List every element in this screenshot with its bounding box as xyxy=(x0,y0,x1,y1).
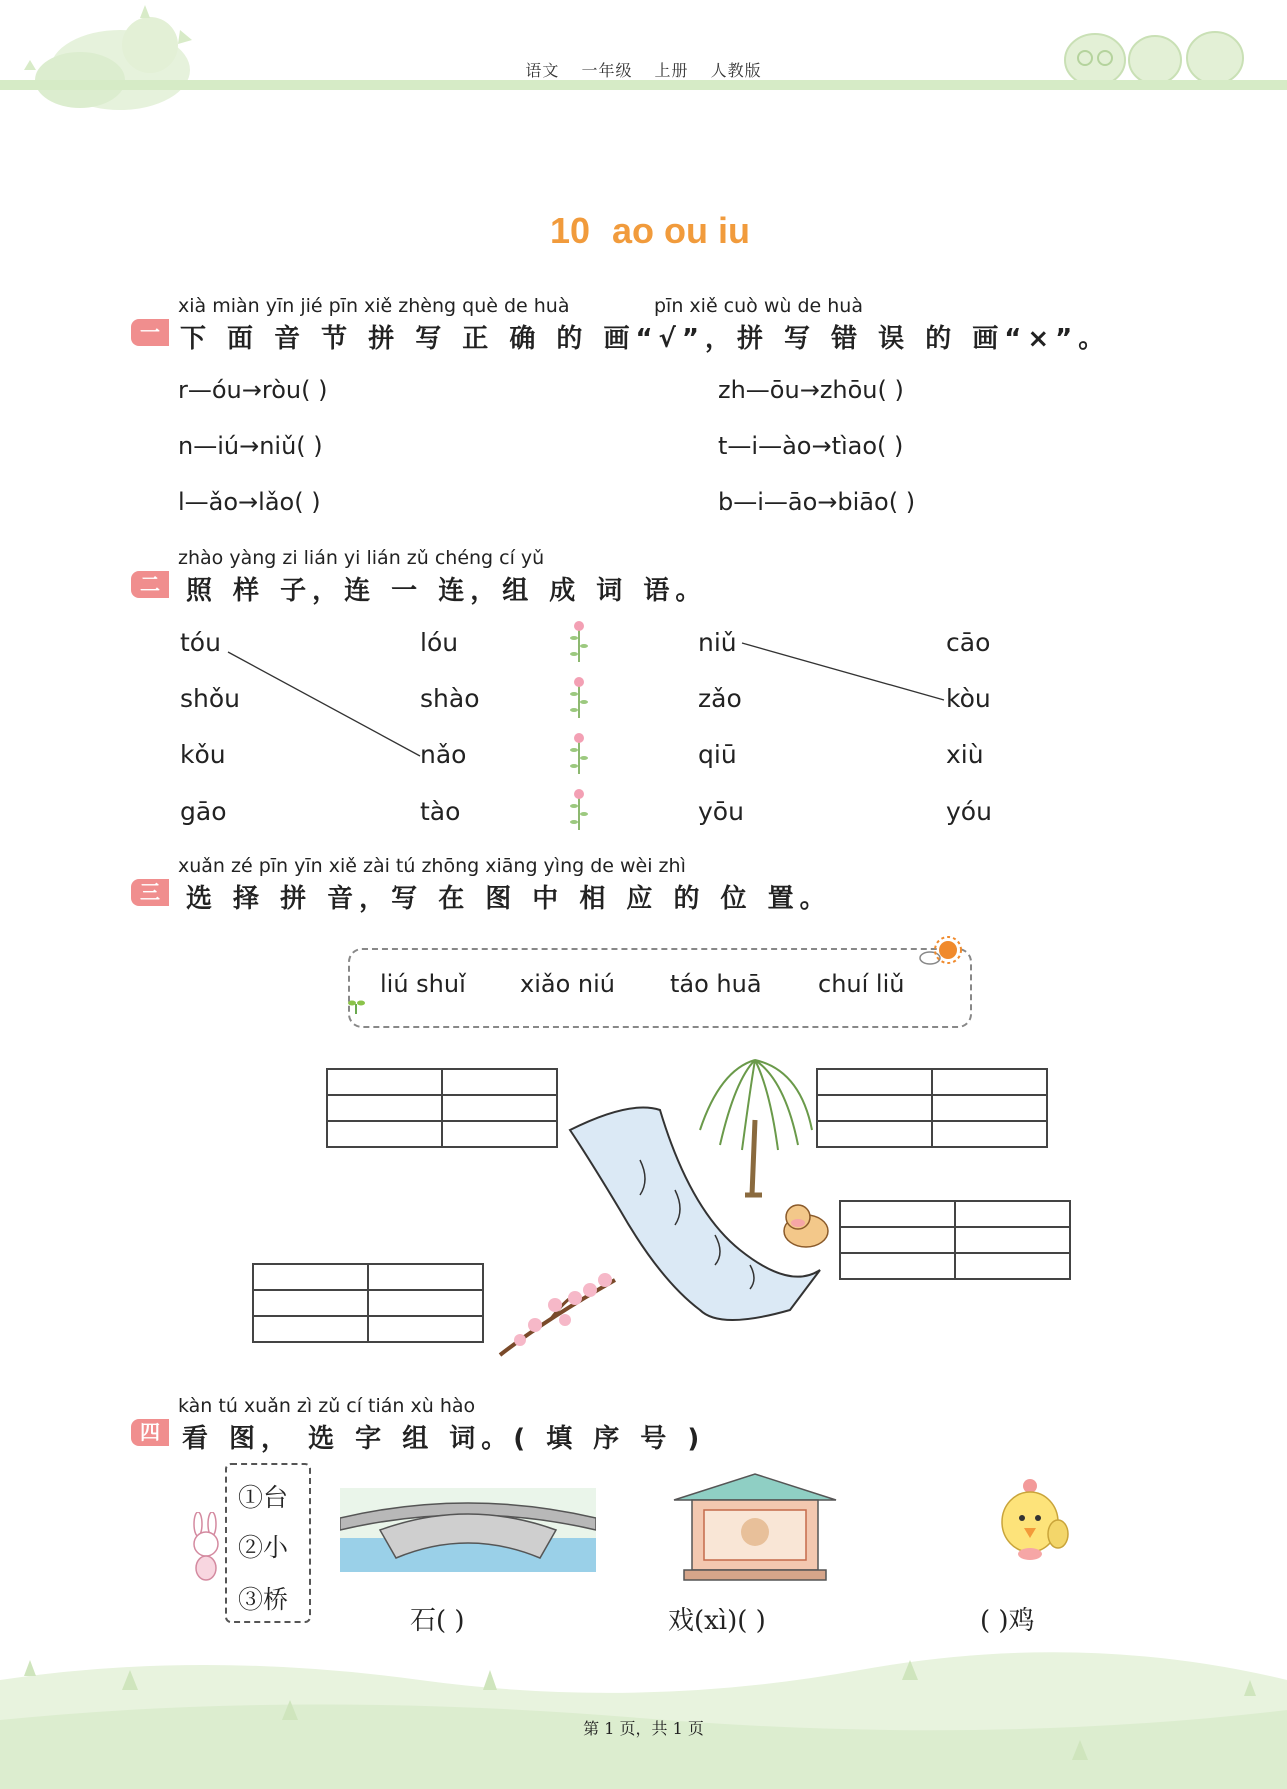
opera-stage-icon xyxy=(664,1470,846,1586)
match-right1-1[interactable]: niǔ xyxy=(698,628,737,657)
header-subject: 语文 xyxy=(525,61,560,80)
stone-bridge-icon xyxy=(340,1488,596,1572)
section1-badge: 一 xyxy=(131,319,169,346)
header-edition: 人教版 xyxy=(710,61,762,80)
section1-item-4[interactable]: t—i—ào→tìao( ) xyxy=(718,432,904,460)
choice-3[interactable]: ③桥 xyxy=(238,1585,289,1614)
section1-pinyin-b: pīn xiě cuò wù de huà xyxy=(654,295,863,317)
willow-tree-icon xyxy=(690,1050,820,1200)
section3-badge: 三 xyxy=(131,879,169,906)
page-number: 第 1 页，共 1 页 xyxy=(583,1719,704,1738)
match-left1-3[interactable]: kǒu xyxy=(180,740,226,769)
blank-chick[interactable]: ( )鸡 xyxy=(980,1606,1035,1636)
answer-grid-4[interactable] xyxy=(252,1263,484,1343)
match-left1-1[interactable]: tóu xyxy=(180,628,221,657)
option-tao-hua[interactable]: táo huā xyxy=(670,970,762,998)
match-right2-1[interactable]: cāo xyxy=(946,628,991,657)
option-xiao-niu[interactable]: xiǎo niú xyxy=(520,970,615,998)
choice-2[interactable]: ②小 xyxy=(238,1533,289,1562)
section1-item-6[interactable]: b—i—āo→biāo( ) xyxy=(718,488,916,516)
bunny-icon xyxy=(184,1512,228,1584)
option-liu-shui[interactable]: liú shuǐ xyxy=(380,970,466,998)
section2-pinyin: zhào yàng zi lián yi lián zǔ chéng cí yǔ xyxy=(178,547,545,569)
match-left2-1[interactable]: lóu xyxy=(420,628,459,657)
choice-1[interactable]: ①台 xyxy=(238,1483,289,1512)
section2-badge: 二 xyxy=(131,571,169,598)
section1-pinyin-a: xià miàn yīn jié pīn xiě zhèng què de huà xyxy=(178,295,570,317)
blank-opera[interactable]: 戏(xì)( ) xyxy=(668,1606,766,1636)
lesson-number: 10 xyxy=(549,210,591,251)
section4-pinyin: kàn tú xuǎn zì zǔ cí tián xù hào xyxy=(178,1395,476,1417)
flower-sprig-icon xyxy=(569,788,589,832)
header-grade: 一年级 xyxy=(581,61,633,80)
section3-pinyin: xuǎn zé pīn yīn xiě zài tú zhōng xiāng yìng de wèi zhì xyxy=(178,855,686,877)
match-right1-3[interactable]: qiū xyxy=(698,740,737,769)
header-volume: 上册 xyxy=(654,61,689,80)
peach-blossom-icon xyxy=(495,1260,625,1360)
flower-sprig-icon xyxy=(569,620,589,664)
blank-stone[interactable]: 石( ) xyxy=(410,1606,465,1636)
match-right1-2[interactable]: zǎo xyxy=(698,684,742,713)
section3-instruction: 选 择 拼 音，写 在 图 中 相 应 的 位 置。 xyxy=(186,884,832,914)
match-left2-2[interactable]: shào xyxy=(420,684,480,713)
section4-instruction: 看 图， 选 字 组 词。( 填 序 号 ) xyxy=(182,1424,706,1454)
sprout-icon xyxy=(348,996,368,1016)
option-chui-liu[interactable]: chuí liǔ xyxy=(818,970,905,998)
match-right2-2[interactable]: kòu xyxy=(946,684,991,713)
sun-icon xyxy=(918,934,968,974)
section1-item-1[interactable]: r—óu→ròu( ) xyxy=(178,376,328,404)
section2-instruction: 照 样 子，连 一 连，组 成 词 语。 xyxy=(186,576,708,606)
flower-sprig-icon xyxy=(569,676,589,720)
footer-landscape xyxy=(0,1640,1287,1789)
section1-instruction: 下 面 音 节 拼 写 正 确 的 画“√”，拼 写 错 误 的 画“×”。 xyxy=(180,324,1111,354)
section4-badge: 四 xyxy=(131,1419,169,1446)
match-left2-3[interactable]: nǎo xyxy=(420,740,467,769)
section1-item-5[interactable]: l—ǎo→lǎo( ) xyxy=(178,488,321,516)
match-left1-2[interactable]: shǒu xyxy=(180,684,241,713)
chick-icon xyxy=(996,1478,1072,1574)
section1-item-2[interactable]: zh—ōu→zhōu( ) xyxy=(718,376,904,404)
match-right2-3[interactable]: xiù xyxy=(946,740,984,769)
lesson-title: ao ou iu xyxy=(612,210,751,251)
flower-sprig-icon xyxy=(569,732,589,776)
match-right1-4[interactable]: yōu xyxy=(698,797,744,826)
match-right2-4[interactable]: yóu xyxy=(946,797,992,826)
section1-item-3[interactable]: n—iú→niǔ( ) xyxy=(178,432,323,460)
match-left1-4[interactable]: gāo xyxy=(180,797,227,826)
match-left2-4[interactable]: tào xyxy=(420,797,461,826)
calf-icon xyxy=(776,1195,836,1255)
